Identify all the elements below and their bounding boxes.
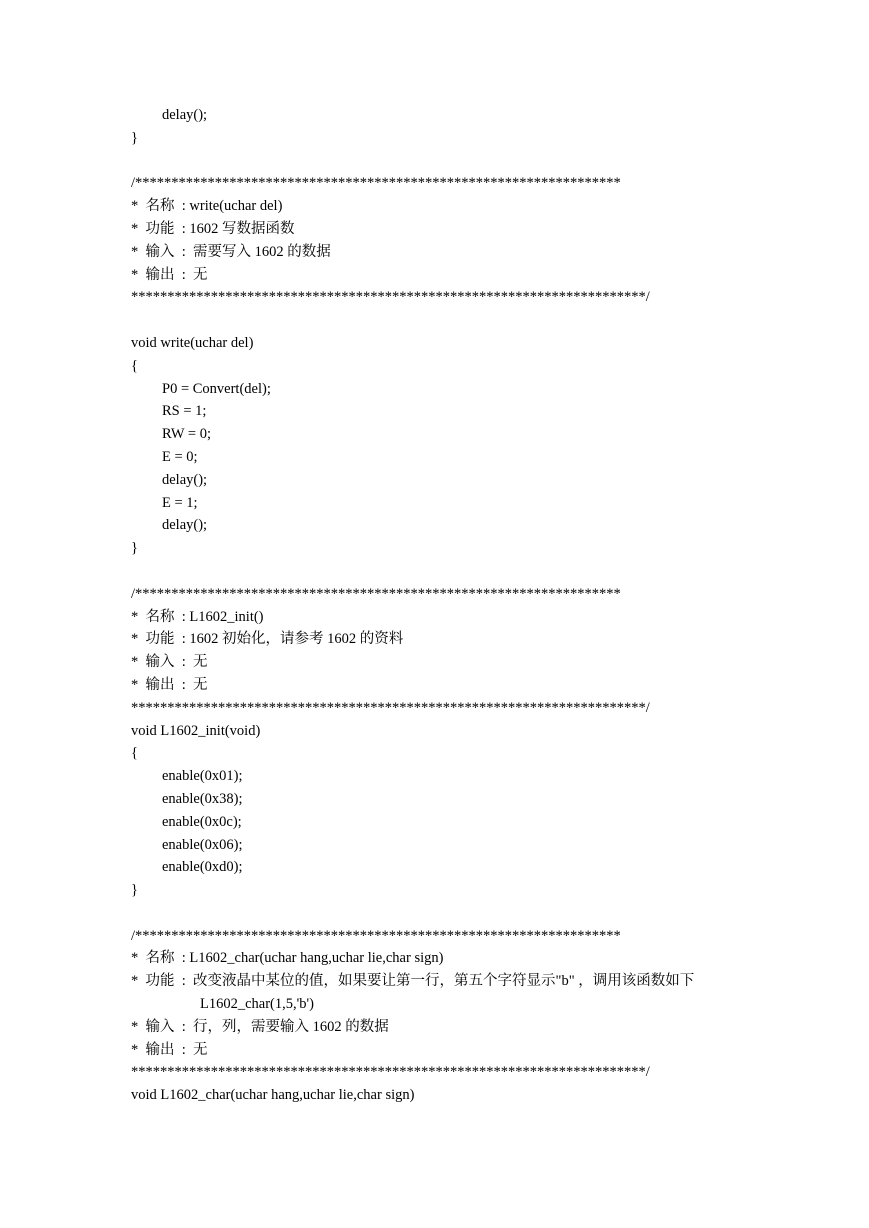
code-line: }: [131, 129, 138, 146]
comment-line: * 功能 : 1602 初始化，请参考 1602 的资料: [131, 631, 404, 648]
code-line: enable(0x0c);: [162, 813, 242, 830]
code-line: E = 0;: [162, 448, 198, 465]
code-line: enable(0x06);: [162, 836, 243, 853]
comment-line: * 名称 : L1602_char(uchar hang,uchar lie,char sign): [131, 950, 444, 967]
code-line: E = 1;: [162, 494, 198, 511]
comment-line: * 名称 : write(uchar del): [131, 198, 283, 215]
comment-line: * 功能 : 改变液晶中某位的值，如果要让第一行，第五个字符显示"b" ，调用该函数如下: [131, 973, 695, 990]
comment-line: ***********************************************************************/: [131, 289, 650, 306]
code-line: }: [131, 540, 138, 557]
blank-line: [131, 150, 831, 173]
comment-line: * 输出 : 无: [131, 1041, 208, 1058]
code-listing: [131, 104, 831, 1107]
comment-line: * 输入 : 需要写入 1602 的数据: [131, 243, 331, 260]
comment-line: L1602_char(1,5,'b'): [200, 996, 314, 1013]
function-signature: void L1602_char(uchar hang,uchar lie,char sign): [131, 1087, 415, 1104]
code-line: delay();: [162, 107, 208, 123]
comment-line: * 输入 : 行，列，需要输入 1602 的数据: [131, 1018, 389, 1035]
blank-line: [131, 902, 831, 925]
comment-line: ***********************************************************************/: [131, 1064, 650, 1081]
code-line: delay();: [162, 471, 208, 488]
code-line: RS = 1;: [162, 403, 207, 420]
comment-line: /*******************************************************************: [131, 927, 621, 944]
comment-line: /*******************************************************************: [131, 175, 621, 192]
code-line: P0 = Convert(del);: [162, 380, 271, 397]
function-signature: void write(uchar del): [131, 334, 254, 351]
comment-line: * 输入 : 无: [131, 654, 208, 671]
code-line: {: [131, 745, 138, 762]
blank-line: [131, 560, 831, 583]
comment-line: ***********************************************************************/: [131, 699, 650, 716]
code-line: delay();: [162, 517, 208, 534]
function-signature: void L1602_init(void): [131, 722, 261, 739]
comment-line: * 名称 : L1602_init(): [131, 608, 264, 625]
comment-line: /*******************************************************************: [131, 585, 621, 602]
code-line: enable(0x01);: [162, 768, 243, 785]
comment-line: * 输出 : 无: [131, 676, 208, 693]
blank-line: [131, 309, 831, 332]
code-line: {: [131, 357, 138, 374]
code-line: }: [131, 882, 138, 899]
code-line: enable(0x38);: [162, 790, 243, 807]
code-line: enable(0xd0);: [162, 859, 243, 876]
comment-line: * 输出 : 无: [131, 266, 208, 283]
code-line: RW = 0;: [162, 426, 212, 443]
comment-line: * 功能 : 1602 写数据函数: [131, 220, 295, 237]
